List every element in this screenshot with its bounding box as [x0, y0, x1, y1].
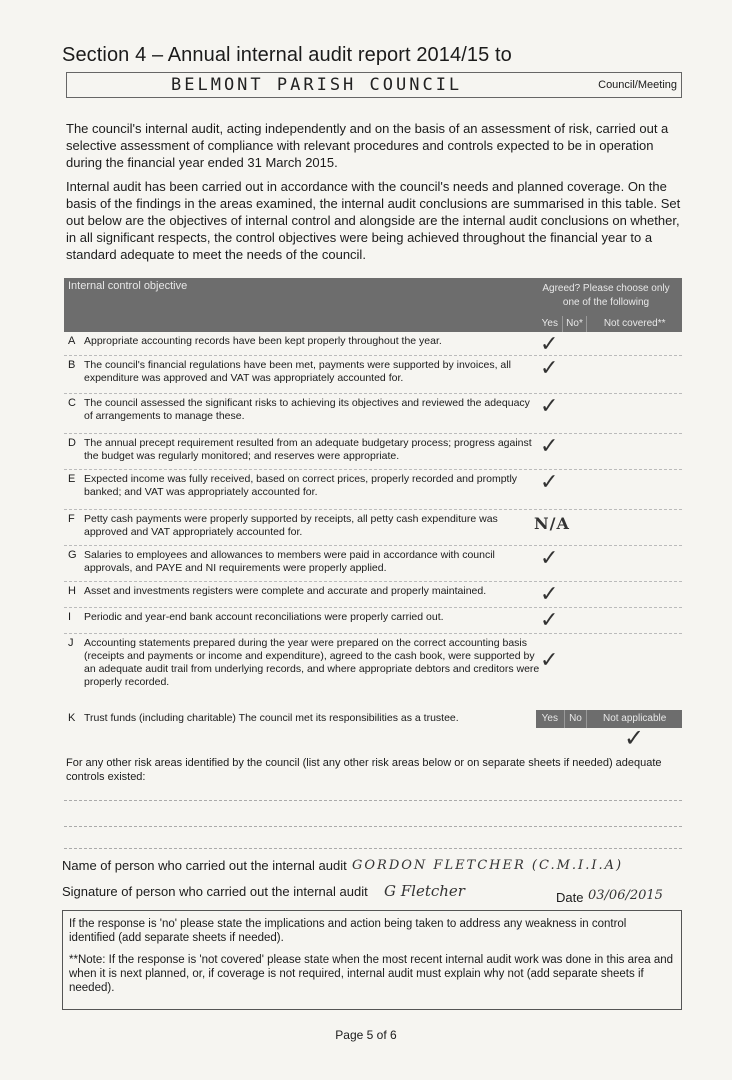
divider — [64, 800, 682, 801]
other-risks-text: For any other risk areas identified by the council (list any other risk areas below or on separate sheets if needed) adequate controls existed: — [66, 757, 662, 783]
row-answer-tick[interactable]: ✓ — [540, 434, 559, 459]
row-k-not-applicable[interactable]: Not applicable — [586, 710, 682, 728]
row-answer-tick[interactable]: ✓ — [540, 470, 559, 495]
row-letter: D — [68, 437, 76, 449]
council-name-field[interactable] — [66, 72, 682, 98]
row-text: The annual precept requirement resulted from an adequate budgetary process; progress against the budget was regularly monitored; and reserves were appropriate. — [84, 437, 532, 462]
header-objective: Internal control objective — [68, 280, 188, 292]
header-yes: Yes — [541, 318, 558, 329]
row-letter: K — [68, 712, 76, 724]
table-row-f — [64, 510, 682, 546]
row-text: Periodic and year-end bank account reconciliations were properly carried out. — [84, 611, 444, 623]
divider — [64, 826, 682, 827]
auditor-name-field[interactable]: GORDON FLETCHER (C.M.I.I.A) — [352, 858, 624, 873]
divider — [64, 848, 682, 849]
row-letter: A — [68, 335, 76, 347]
row-text: The council's financial regulations have been met, payments were supported by invoices, all expenditure was approved and VAT was appropriately accounted for. — [84, 359, 511, 384]
row-text: The council assessed the significant risks to achieving its objectives and reviewed the adequacy of arrangements to manage these. — [84, 397, 530, 422]
table-row-b — [64, 356, 682, 394]
row-answer-tick[interactable]: ✓ — [540, 608, 559, 633]
council-name-value: BELMONT PARISH COUNCIL — [171, 75, 463, 95]
row-letter: G — [68, 549, 77, 561]
row-letter: I — [68, 611, 72, 623]
row-answer-tick[interactable]: ✓ — [540, 648, 559, 673]
row-answer-na[interactable]: N/A — [534, 514, 570, 533]
row-letter: F — [68, 513, 75, 525]
row-answer-tick[interactable]: ✓ — [540, 394, 559, 419]
row-text: Salaries to employees and allowances to members were paid in accordance with council approvals, and PAYE and NI requirements were properly applied. — [84, 549, 495, 574]
note-not-covered: **Note: If the response is 'not covered' please state when the most recent internal audit work was done in this area and when it is next planned, or, if coverage is not required, internal audit must explain why not (add separate sheets if needed). — [69, 954, 674, 994]
table-row-k — [64, 708, 682, 732]
header-agreed: Agreed? Please choose only one of the following — [542, 283, 670, 308]
table-row-c — [64, 394, 682, 434]
table-row-d — [64, 434, 682, 470]
table-row-e — [64, 470, 682, 510]
row-k-no[interactable]: No — [564, 710, 587, 728]
notes-box — [62, 910, 682, 1010]
row-letter: C — [68, 397, 76, 409]
row-text: Appropriate accounting records have been kept properly throughout the year. — [84, 335, 442, 347]
auditor-signature-field[interactable]: G Fletcher — [384, 882, 465, 900]
auditor-name-label: Name of person who carried out the internal audit — [62, 858, 347, 873]
row-answer-tick[interactable]: ✓ — [540, 582, 559, 607]
page-number: Page 5 of 6 — [335, 1028, 397, 1042]
row-text: Expected income was fully received, based on correct prices, properly recorded and promptly banked; and VAT was appropriately accounted for. — [84, 473, 518, 498]
row-letter: B — [68, 359, 76, 371]
row-text: Accounting statements prepared during the year were prepared on the correct accounting basis (receipts and payments or income and expenditure), agreed to the cash book, were supported by an adequate audit trail from underlying records, and where appropriate debtors and creditors were properly recorded. — [84, 637, 540, 688]
row-answer-tick[interactable]: ✓ — [540, 546, 559, 571]
internal-control-table — [64, 278, 682, 700]
page-title: Section 4 – Annual internal audit report 2014/15 to — [62, 44, 512, 66]
row-k-columns — [536, 710, 682, 728]
row-text: Petty cash payments were properly supported by receipts, all petty cash expenditure was approved and VAT appropriately accounted for. — [84, 513, 498, 538]
header-no: No* — [562, 316, 587, 332]
date-label: Date — [556, 890, 584, 905]
table-row-j — [64, 634, 682, 696]
row-k-yes[interactable]: Yes — [541, 713, 558, 724]
row-answer-tick[interactable]: ✓ — [540, 332, 559, 357]
table-row-g — [64, 546, 682, 582]
row-letter: H — [68, 585, 76, 597]
row-text: Trust funds (including charitable) The council met its responsibilities as a trustee. — [84, 712, 459, 724]
auditor-signature-label: Signature of person who carried out the internal audit — [62, 884, 368, 899]
row-text: Asset and investments registers were complete and accurate and properly maintained. — [84, 585, 487, 597]
intro-paragraph-2: Internal audit has been carried out in accordance with the council's needs and planned coverage. On the basis of the findings in the areas examined, the internal audit conclusions are summarised in this table. Set out below are the objectives of internal control and alongside are the internal audit conclusions on whether, in all significant respects, the control objectives were being achieved throughout the financial year to a standard adequate to meet the needs of the council. — [66, 179, 681, 262]
header-columns — [538, 316, 682, 332]
intro-paragraph-1: The council's internal audit, acting independently and on the basis of an assessment of risk, carried out a selective assessment of compliance with relevant procedures and controls expected to be in operation during the financial year ended 31 March 2015. — [66, 121, 669, 170]
row-answer-tick[interactable]: ✓ — [540, 356, 559, 381]
row-letter: J — [68, 637, 74, 649]
note-no-response: If the response is 'no' please state the implications and action being taken to address any weakness in control identified (add separate sheets if needed). — [69, 918, 627, 944]
row-letter: E — [68, 473, 76, 485]
table-row-i — [64, 608, 682, 634]
header-not-covered: Not covered** — [586, 316, 682, 332]
table-row-a — [64, 332, 682, 356]
table-header — [64, 278, 682, 332]
council-label: Council/Meeting — [598, 79, 677, 91]
date-field[interactable]: 03/06/2015 — [588, 888, 663, 903]
table-row-h — [64, 582, 682, 608]
row-k-answer-tick[interactable]: ✓ — [624, 725, 645, 752]
